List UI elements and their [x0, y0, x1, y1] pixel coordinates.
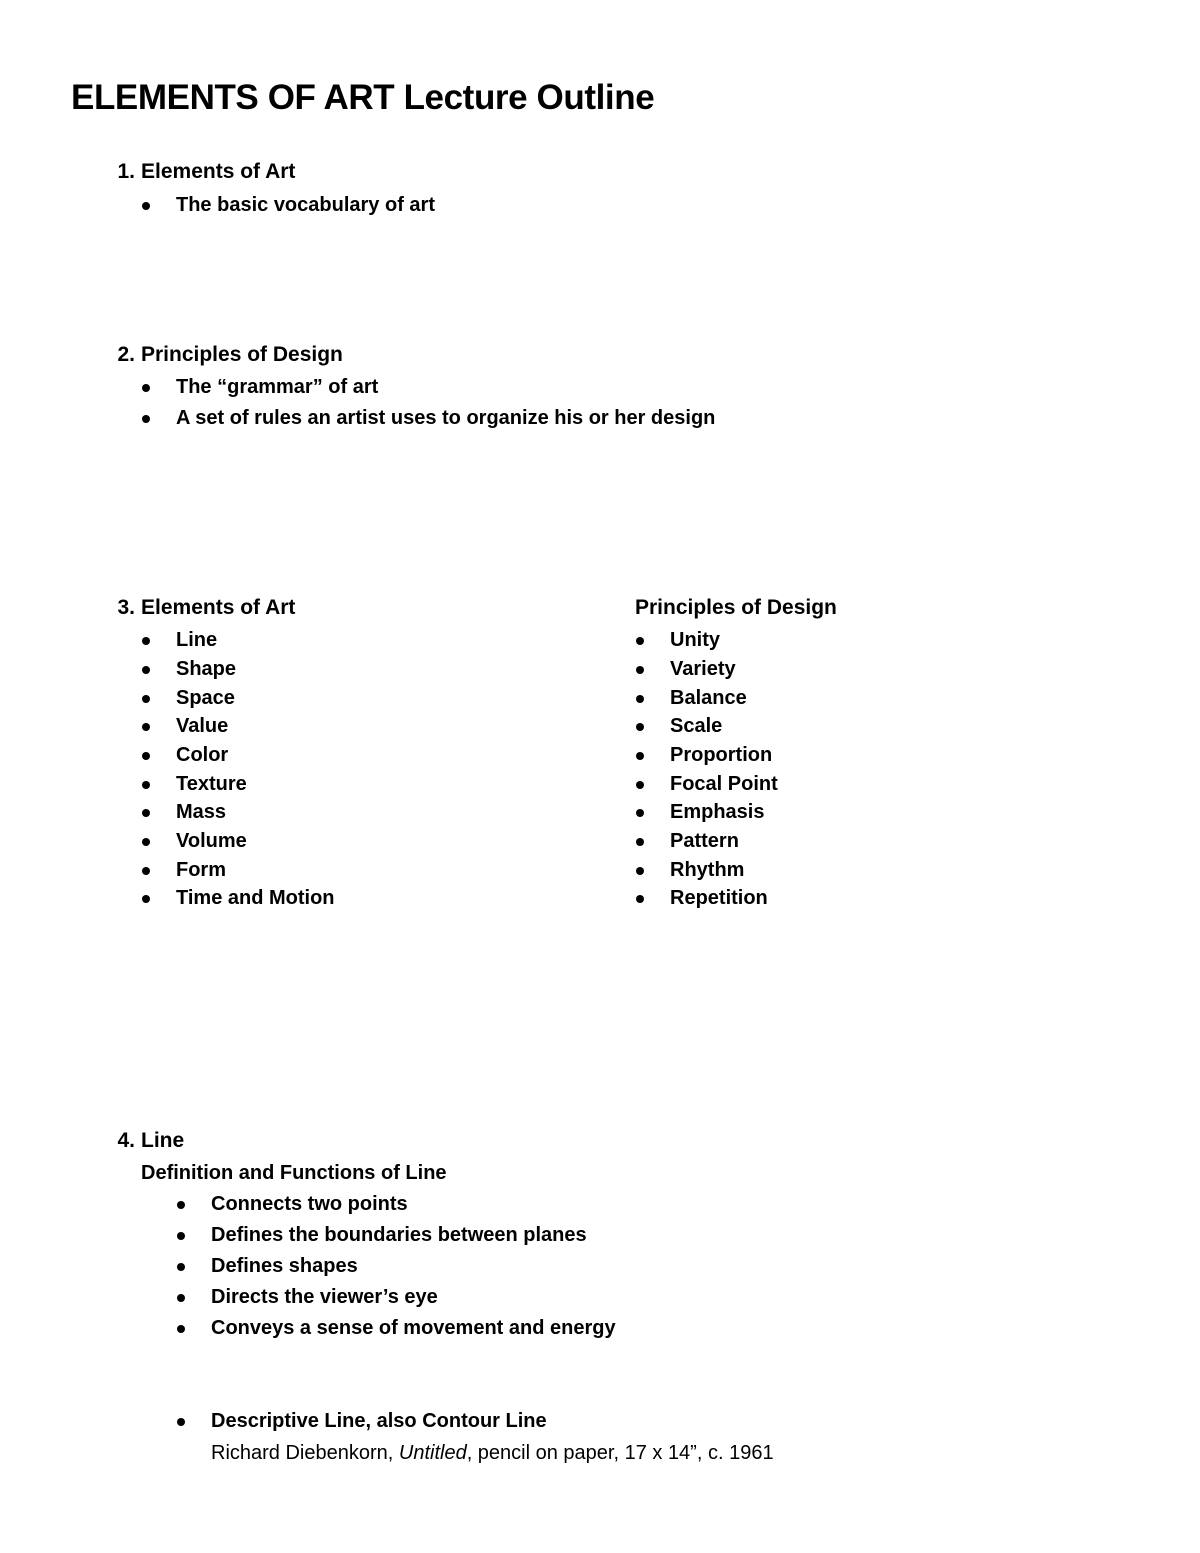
bullet-icon: [142, 202, 150, 210]
list-item: [142, 657, 542, 681]
list-item-text: Balance: [670, 687, 747, 709]
list-item-text: Shape: [176, 658, 237, 680]
list-item-text: Value: [176, 715, 229, 737]
bullet-icon: [177, 1325, 185, 1333]
caption-artist: Richard Diebenkorn,: [211, 1442, 399, 1464]
list-item-text: Emphasis: [670, 801, 765, 823]
section-number: 4.: [117, 1129, 135, 1152]
list-item: [142, 800, 542, 824]
section-3-heading: [105, 595, 505, 621]
page-title: ELEMENTS OF ART Lecture Outline: [71, 78, 655, 117]
bullet-icon: [177, 1232, 185, 1240]
list-item: [177, 1409, 977, 1433]
section-number: 1.: [117, 160, 135, 183]
list-item: [636, 714, 1036, 738]
list-item-text: Mass: [176, 801, 227, 823]
section-number: 3.: [117, 596, 135, 619]
list-item: [636, 686, 1036, 710]
list-item-text: A set of rules an artist uses to organize his or her design: [176, 407, 716, 429]
list-item: [636, 657, 1036, 681]
list-item-text: Time and Motion: [176, 887, 335, 909]
list-item-text: Form: [176, 859, 226, 881]
bullet-icon: [142, 809, 150, 817]
list-item-text: Descriptive Line, also Contour Line: [211, 1410, 547, 1432]
list-item: [142, 886, 542, 910]
list-item: [142, 686, 542, 710]
section-1-heading: [105, 159, 505, 185]
bullet-icon: [636, 838, 644, 846]
bullet-icon: [636, 781, 644, 789]
list-item: [636, 628, 1036, 652]
bullet-icon: [636, 809, 644, 817]
list-item: [142, 406, 942, 430]
list-item-text: Defines the boundaries between planes: [211, 1224, 587, 1246]
list-item-text: Directs the viewer’s eye: [211, 1286, 438, 1308]
list-item: [142, 375, 942, 399]
list-item-text: Rhythm: [670, 859, 745, 881]
bullet-icon: [142, 781, 150, 789]
list-item-text: Proportion: [670, 744, 773, 766]
list-item-text: Variety: [670, 658, 736, 680]
section-4-heading: [105, 1128, 505, 1154]
list-item: [177, 1254, 977, 1278]
list-item: [177, 1223, 977, 1247]
list-item: [142, 714, 542, 738]
list-item: [177, 1316, 977, 1340]
list-item: [142, 628, 542, 652]
list-item: [636, 858, 1036, 882]
list-item: [177, 1192, 977, 1216]
list-item-text: Volume: [176, 830, 247, 852]
list-item: [636, 886, 1036, 910]
list-item-text: Pattern: [670, 830, 739, 852]
list-item-text: Space: [176, 687, 235, 709]
section-title: Elements of Art: [141, 596, 296, 619]
bullet-icon: [142, 666, 150, 674]
bullet-icon: [142, 838, 150, 846]
list-item-text: Conveys a sense of movement and energy: [211, 1317, 616, 1339]
list-item: [142, 829, 542, 853]
list-item: [177, 1285, 977, 1309]
bullet-icon: [177, 1201, 185, 1209]
list-item-text: Unity: [670, 629, 720, 651]
section-title: Principles of Design: [141, 343, 343, 366]
list-item: [142, 772, 542, 796]
bullet-icon: [142, 415, 150, 423]
section-number: 2.: [117, 343, 135, 366]
list-item: [636, 743, 1036, 767]
bullet-icon: [636, 895, 644, 903]
bullet-icon: [636, 723, 644, 731]
bullet-icon: [142, 695, 150, 703]
bullet-icon: [177, 1418, 185, 1426]
section-2-heading: [105, 342, 505, 368]
list-item-text: The “grammar” of art: [176, 376, 379, 398]
bullet-icon: [142, 867, 150, 875]
bullet-icon: [142, 723, 150, 731]
list-item: [636, 829, 1036, 853]
section-title: Line: [141, 1129, 185, 1152]
section-subheading: Definition and Functions of Line: [141, 1162, 447, 1184]
bullet-icon: [636, 637, 644, 645]
list-item-text: Line: [176, 629, 218, 651]
section-title: Elements of Art: [141, 160, 296, 183]
list-item: [142, 858, 542, 882]
list-item-text: Texture: [176, 773, 247, 795]
bullet-icon: [142, 895, 150, 903]
list-item-text: Scale: [670, 715, 723, 737]
list-item-text: Color: [176, 744, 229, 766]
bullet-icon: [636, 752, 644, 760]
bullet-icon: [142, 384, 150, 392]
bullet-icon: [177, 1294, 185, 1302]
artwork-caption: [211, 1441, 774, 1465]
list-item-text: Repetition: [670, 887, 768, 909]
list-item-text: Connects two points: [211, 1193, 408, 1215]
list-item: [142, 743, 542, 767]
list-item-text: The basic vocabulary of art: [176, 194, 435, 216]
list-item: [636, 772, 1036, 796]
list-item-text: Defines shapes: [211, 1255, 358, 1277]
bullet-icon: [142, 752, 150, 760]
section-3-right-heading: Principles of Design: [635, 596, 837, 619]
bullet-icon: [636, 666, 644, 674]
list-item: [636, 800, 1036, 824]
list-item-text: Focal Point: [670, 773, 778, 795]
list-item: [142, 193, 742, 217]
caption-title: Untitled: [398, 1442, 467, 1464]
bullet-icon: [177, 1263, 185, 1271]
caption-details: , pencil on paper, 17 x 14”, c. 1961: [466, 1442, 774, 1464]
bullet-icon: [636, 695, 644, 703]
bullet-icon: [142, 637, 150, 645]
bullet-icon: [636, 867, 644, 875]
